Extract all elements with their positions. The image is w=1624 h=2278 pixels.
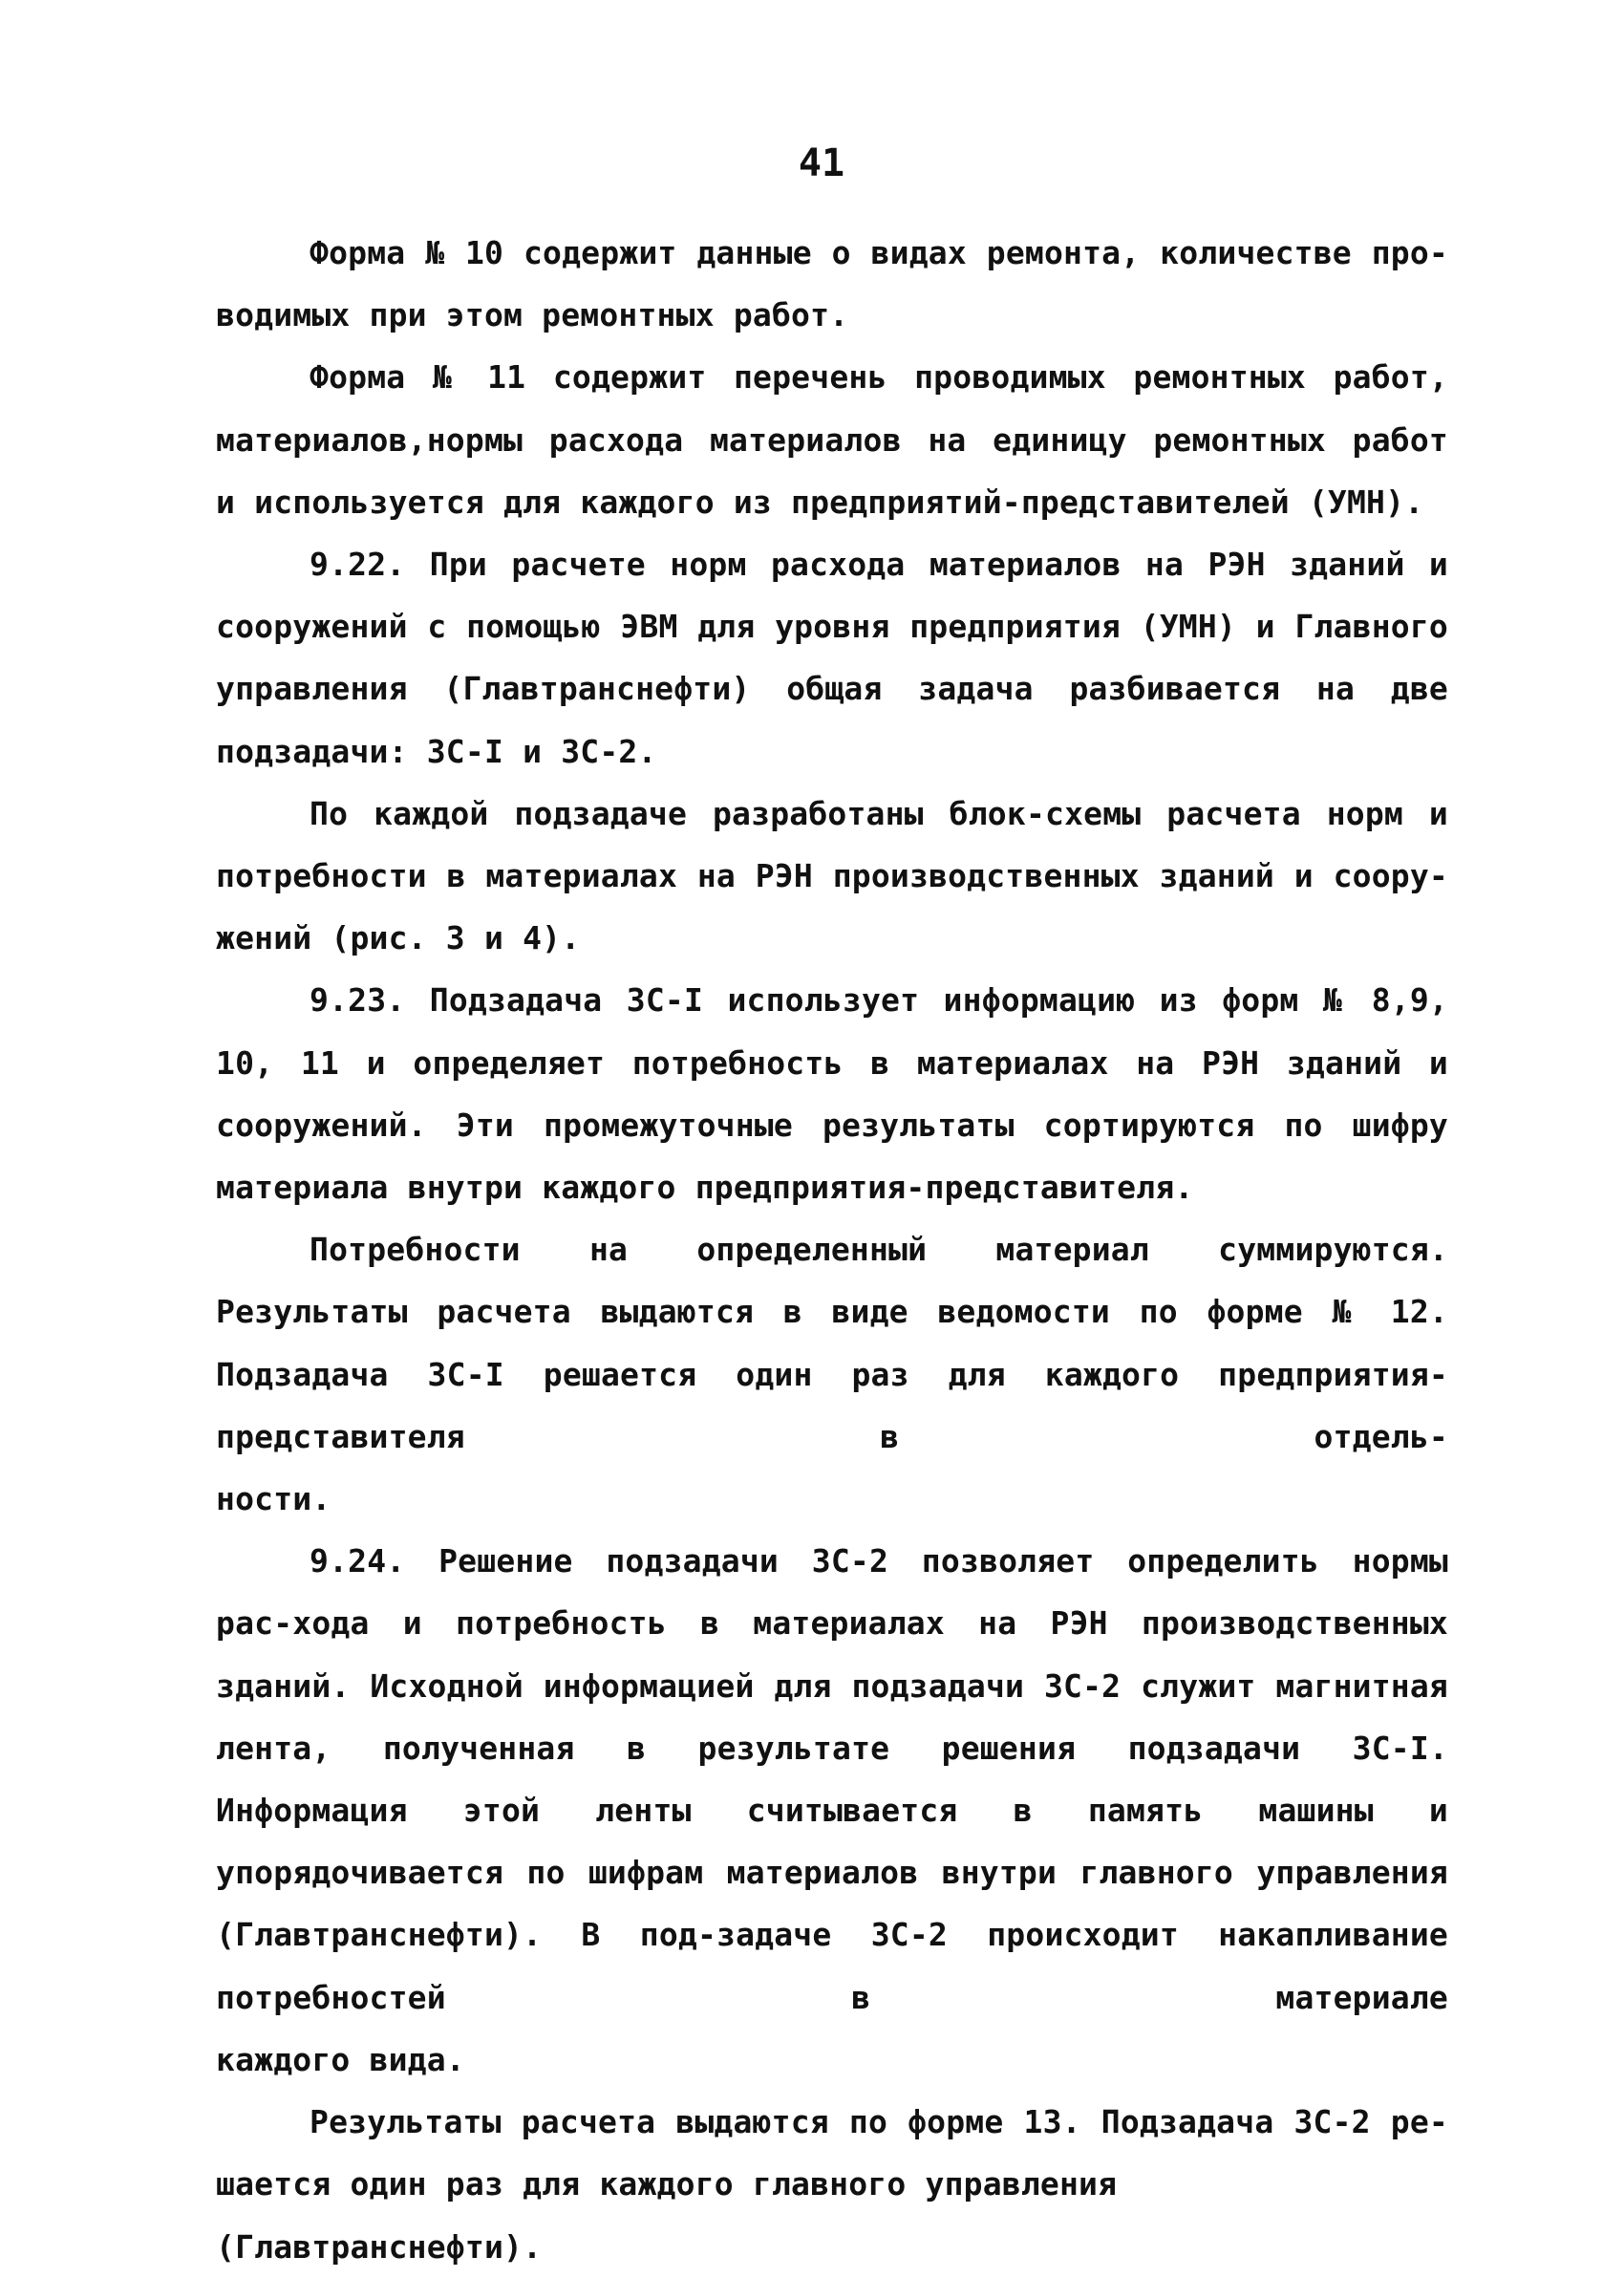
paragraph-text: 9.24. Решение подзадачи ЗС-2 позволяет определить нормы рас-хода и потребность в материалах на РЭН производственных зданий. Исходной информацией для подзадачи ЗС-2 служит магнитная лента, полученная в результате решения подзадачи ЗС-I. Информация этой ленты считывается в память машины и упорядочивается по шифрам материалов внутри главного управления (Главтранснефти). В под-задаче ЗС-2 происходит накапливание потребностей в материале <box>216 1542 1448 2016</box>
paragraph-text: 9.22. При расчете норм расхода материалов на РЭН зданий и сооружений с помощью ЭВМ для уровня предприятия (УМН) и Главного управления (Главтранснефти) общая задача разбивается на две <box>216 546 1448 708</box>
paragraph-last-line: жений (рис. 3 и 4). <box>216 919 581 957</box>
paragraph-last-line: водимых при этом ремонтных работ. <box>216 296 849 334</box>
paragraph-last-line: ности. <box>216 1480 331 1518</box>
paragraph-block-schemes <box>216 783 1448 970</box>
paragraph-text: 9.23. Подзадача ЗС-I использует информацию из форм № 8,9, 10, 11 и определяет потребность в материалах на РЭН зданий и сооружений. Эти промежуточные результаты сортируются по шифру <box>216 981 1448 1144</box>
paragraph-last-line: и используется для каждого из предприятий-представителей (УМН). <box>216 483 1424 521</box>
paragraph-text: Потребности на определенный материал суммируются. Результаты расчета выдаются в виде ведомости по форме № 12. Подзадача ЗС-I решается один раз для каждого предприятия-представителя в отдель- <box>216 1231 1448 1455</box>
page-number: 41 <box>798 141 845 185</box>
paragraph-9-24 <box>216 1530 1448 2091</box>
paragraph-last-line: подзадачи: ЗС-I и ЗС-2. <box>216 732 657 770</box>
paragraph-text: По каждой подзадаче разработаны блок-схемы расчета норм и потребности в материалах на РЭН производственных зданий и соору- <box>216 794 1448 895</box>
paragraph-results <box>216 2091 1448 2278</box>
paragraph-text: Результаты расчета выдаются по форме 13. Подзадача ЗС-2 ре- <box>310 2103 1448 2141</box>
paragraph-form-10 <box>216 222 1448 346</box>
paragraph-last-line: каждого вида. <box>216 2040 465 2078</box>
paragraph-9-22 <box>216 533 1448 783</box>
paragraph-text: Форма № 10 содержит данные о видах ремонта, количестве про- <box>310 234 1448 271</box>
paragraph-last-line: шается один раз для каждого главного управления (Главтранснефти). <box>216 2165 1118 2266</box>
paragraph-form-11 <box>216 346 1448 533</box>
paragraph-requirements <box>216 1218 1448 1530</box>
paragraph-last-line: материала внутри каждого предприятия-представителя. <box>216 1169 1194 1207</box>
paragraph-9-23 <box>216 969 1448 1218</box>
paragraph-text: Форма № 11 содержит перечень проводимых ремонтных работ, материалов,нормы расхода материалов на единицу ремонтных работ <box>216 358 1448 459</box>
document-body <box>216 222 1448 2278</box>
